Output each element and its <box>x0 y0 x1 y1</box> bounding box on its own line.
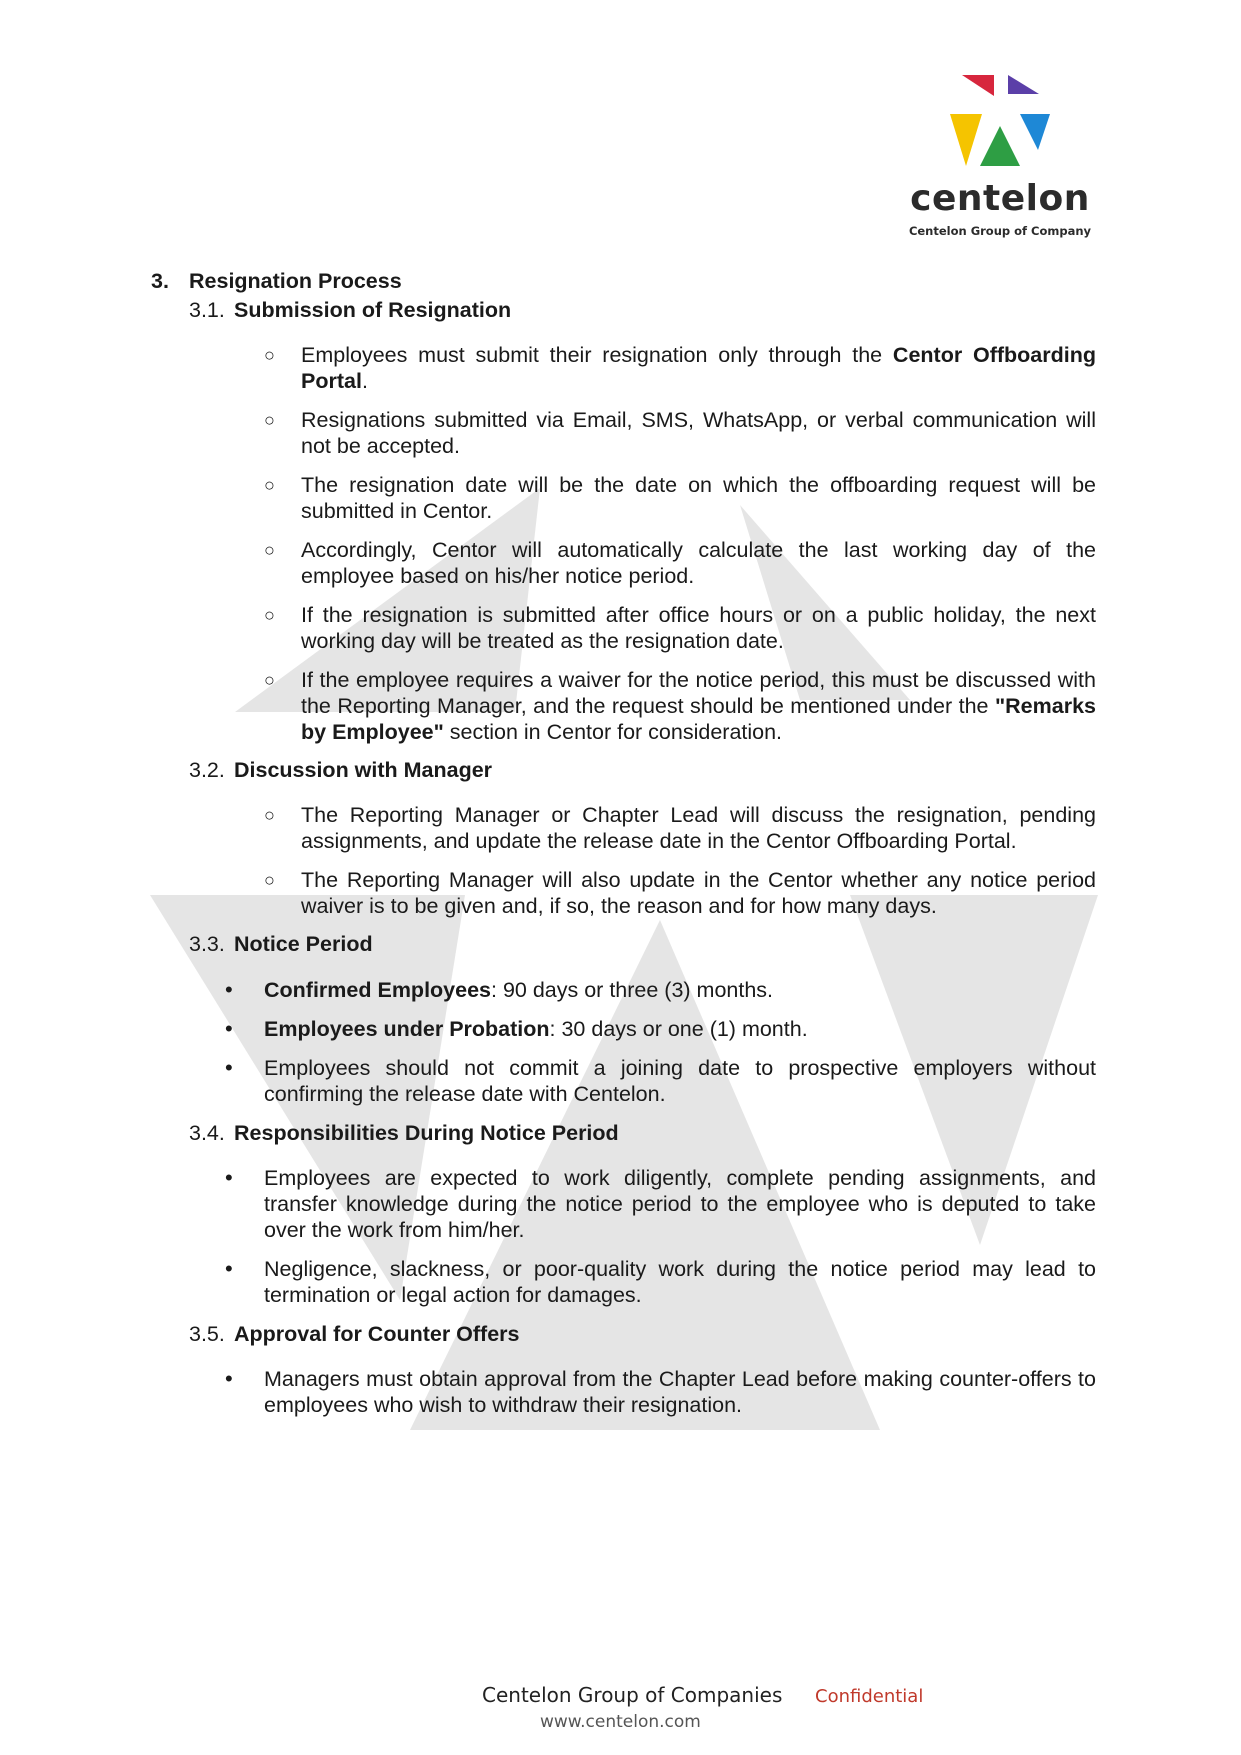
footer-confidential: Confidential <box>815 1686 924 1707</box>
subsection-number: 3.1. <box>189 298 225 322</box>
bullet-icon: • <box>225 1165 233 1190</box>
logo-wordmark: centelon <box>910 178 1090 219</box>
footer-url[interactable]: www.centelon.com <box>540 1712 701 1732</box>
subsection-title: Notice Period <box>234 932 373 956</box>
list-item: If the employee requires a waiver for the notice period, this must be discussed with the Reporting Manager, and the request should be mentioned under the "Remarks by Employee" section in Centor for consideration. <box>301 668 1096 744</box>
list-item: Accordingly, Centor will automatically calculate the last working day of the employee based on his/her notice period. <box>301 538 1096 588</box>
bullet-icon: • <box>225 1256 233 1281</box>
subsection-title: Approval for Counter Offers <box>234 1322 520 1346</box>
list-item: Confirmed Employees: 90 days or three (3) months. <box>264 978 774 1002</box>
list-item: The resignation date will be the date on which the offboarding request will be submitted in Centor. <box>301 473 1096 523</box>
bullet-icon: • <box>225 1016 233 1041</box>
subsection-number: 3.2. <box>189 758 225 782</box>
circle-bullet-icon: ○ <box>264 870 275 890</box>
list-item: Employees should not commit a joining date to prospective employers without confirming the release date with Centelon. <box>264 1056 1096 1106</box>
subsection-number: 3.4. <box>189 1121 225 1145</box>
list-item: Negligence, slackness, or poor-quality work during the notice period may lead to termination or legal action for damages. <box>264 1257 1096 1307</box>
circle-bullet-icon: ○ <box>264 540 275 560</box>
logo-mark-icon <box>950 70 1050 170</box>
bullet-icon: • <box>225 977 233 1002</box>
circle-bullet-icon: ○ <box>264 345 275 365</box>
list-item: Employees are expected to work diligently, complete pending assignments, and transfer knowledge during the notice period to the employee who is deputed to take over the work from him/her. <box>264 1166 1096 1242</box>
bullet-icon: • <box>225 1366 233 1391</box>
list-item: If the resignation is submitted after office hours or on a public holiday, the next working day will be treated as the resignation date. <box>301 603 1096 653</box>
list-item: The Reporting Manager will also update in the Centor whether any notice period waiver is to be given and, if so, the reason and for how many days. <box>301 868 1096 918</box>
section-title: Resignation Process <box>189 269 402 293</box>
circle-bullet-icon: ○ <box>264 410 275 430</box>
list-item: The Reporting Manager or Chapter Lead will discuss the resignation, pending assignments, and update the release date in the Centor Offboarding Portal. <box>301 803 1096 853</box>
list-item: Employees under Probation: 30 days or one (1) month. <box>264 1017 808 1041</box>
circle-bullet-icon: ○ <box>264 670 275 690</box>
subsection-title: Responsibilities During Notice Period <box>234 1121 619 1145</box>
subsection-title: Discussion with Manager <box>234 758 493 782</box>
list-item: Resignations submitted via Email, SMS, WhatsApp, or verbal communication will not be accepted. <box>301 408 1096 458</box>
section-number: 3. <box>151 269 169 293</box>
subsection-number: 3.3. <box>189 932 225 956</box>
subsection-title: Submission of Resignation <box>234 298 512 322</box>
circle-bullet-icon: ○ <box>264 605 275 625</box>
footer-company: Centelon Group of Companies <box>482 1683 783 1707</box>
list-item: Managers must obtain approval from the Chapter Lead before making counter-offers to employees who wish to withdraw their resignation. <box>264 1367 1096 1417</box>
company-logo <box>900 70 1100 240</box>
list-item: Employees must submit their resignation only through the Centor Offboarding Portal. <box>301 343 1097 393</box>
logo-tagline: Centelon Group of Company <box>908 224 1092 238</box>
bullet-icon: • <box>225 1055 233 1080</box>
subsection-number: 3.5. <box>189 1322 225 1346</box>
circle-bullet-icon: ○ <box>264 475 275 495</box>
circle-bullet-icon: ○ <box>264 805 275 825</box>
